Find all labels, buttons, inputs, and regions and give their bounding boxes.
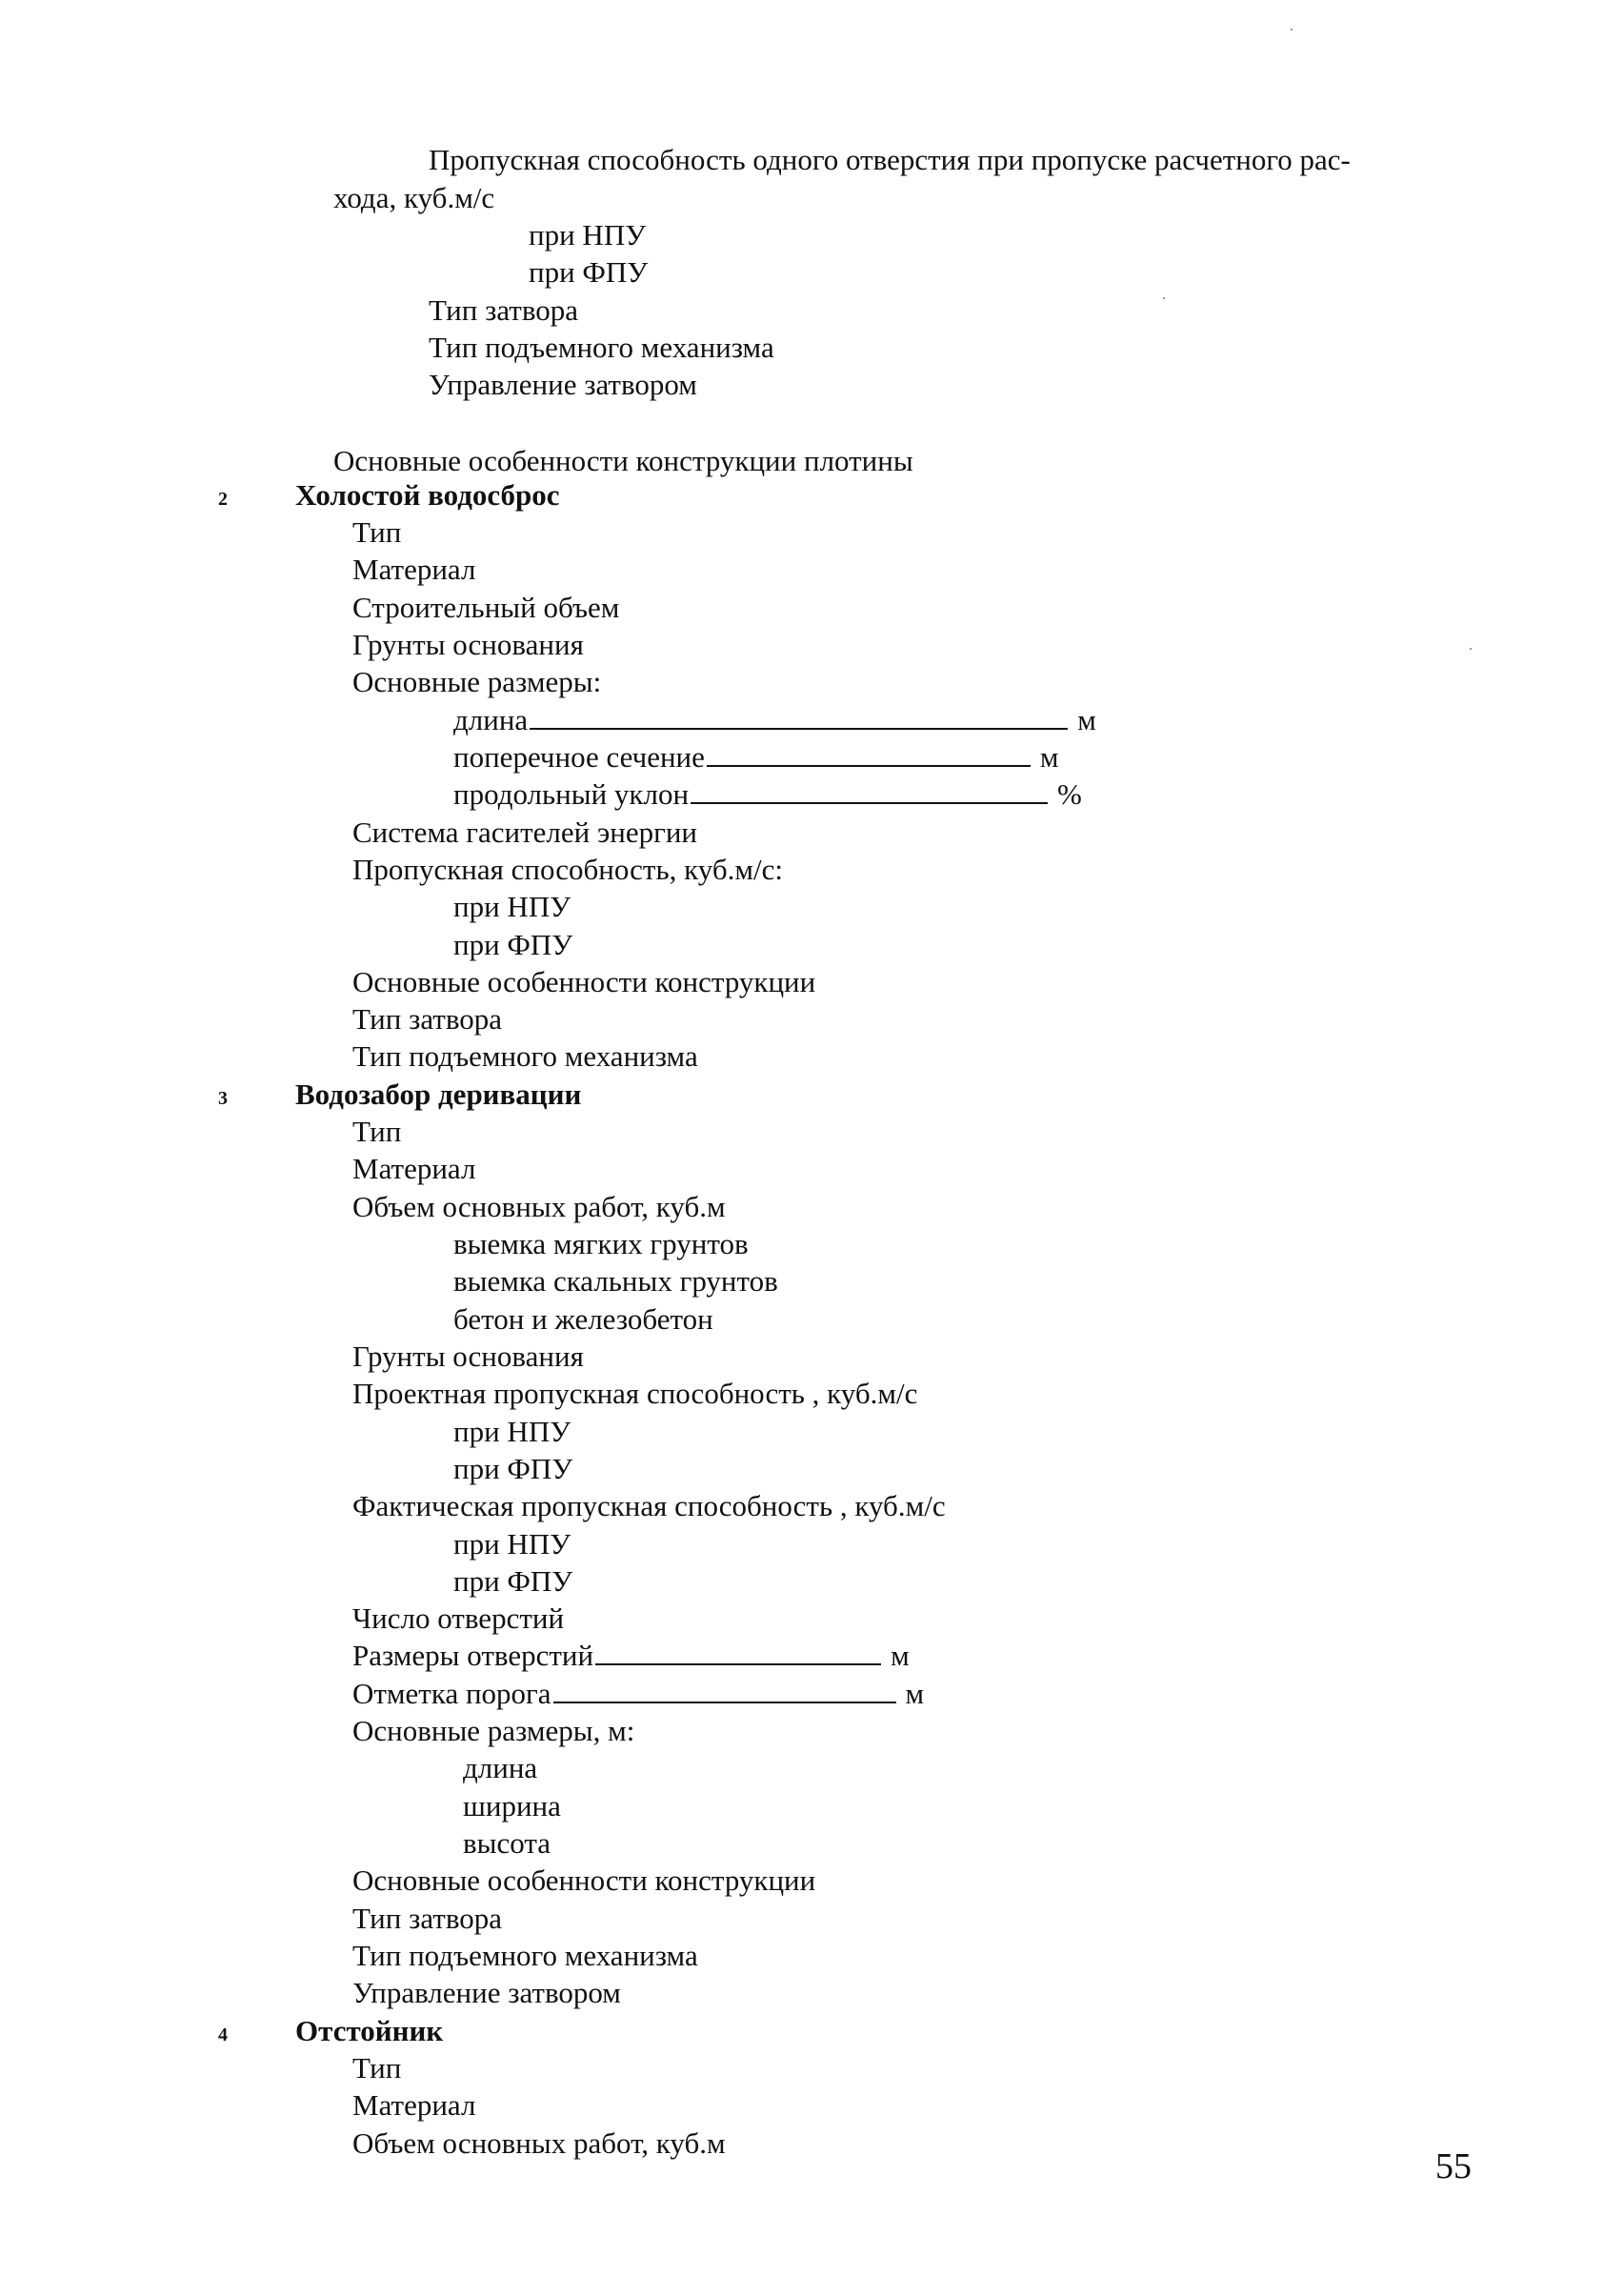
section-title: Отстойник [295,2014,444,2047]
blank-line [553,1681,896,1703]
section-title: Водозабор деривации [295,1078,582,1111]
list-item: высота [463,1826,551,1860]
list-item: Строительный объем [352,591,620,624]
section-number: 4 [218,2024,228,2045]
list-item: при НПУ [453,1527,571,1561]
list-item: Тип [352,2051,402,2085]
list-item: Тип затвора [352,1002,503,1036]
unit-label: м [905,1677,925,1710]
list-item: Система гасителей энергии [352,816,697,849]
list-item: Тип затвора [352,1902,503,1935]
list-item [352,1677,924,1711]
list-item [453,777,1082,812]
list-item: Число отверстий [352,1601,565,1635]
section-number: 3 [218,1088,228,1109]
unit-label: м [891,1639,910,1672]
list-item: Материал [352,2088,476,2122]
list-item: ширина [463,1789,561,1823]
scan-speck [1470,648,1472,650]
text-line: Тип затвора [429,293,579,327]
scan-speck [1291,29,1292,30]
list-item: Материал [352,1152,476,1185]
list-item: Тип подъемного механизма [352,1939,698,1972]
field-label: Отметка порога [352,1677,551,1710]
list-item: выемка скальных грунтов [453,1264,778,1298]
list-item: бетон и железобетон [453,1302,713,1336]
blank-line [595,1642,881,1665]
list-item: Пропускная способность, куб.м/с: [352,853,783,886]
list-item: Управление затвором [352,1976,621,2009]
list-item [453,703,1096,737]
unit-label: % [1057,777,1082,811]
text-line: Пропускная способность одного отверстия при пропуске расчетного рас- [429,143,1351,176]
blank-line [530,707,1068,730]
list-item: Основные размеры, м: [352,1714,635,1747]
section-title: Холостой водосброс [295,478,560,512]
list-item: Объем основных работ, куб.м [352,1190,726,1223]
text-line: Тип подъемного механизма [429,331,774,364]
list-item: длина [463,1751,538,1784]
list-item [453,740,1059,775]
list-item: Материал [352,553,476,586]
list-item: Тип подъемного механизма [352,1039,698,1073]
list-item: Проектная пропускная способность , куб.м/с [352,1377,918,1410]
list-item: Грунты основания [352,628,584,661]
page-number: 55 [1435,2146,1472,2186]
list-item: Тип [352,1115,402,1148]
section-number: 2 [218,489,228,510]
list-item: при ФПУ [453,1452,573,1485]
blank-line [691,781,1048,804]
text-line: при ФПУ [529,255,649,289]
list-item: Грунты основания [352,1339,584,1373]
list-item: Фактическая пропускная способность , куб.м/с [352,1489,946,1522]
unit-label: м [1077,703,1096,736]
scan-speck [1163,297,1165,299]
list-item: выемка мягких грунтов [453,1227,749,1260]
field-label: поперечное сечение [453,740,705,774]
text-line: Управление затвором [429,368,697,401]
list-item [352,1639,910,1673]
blank-line [707,744,1031,767]
list-item: при НПУ [453,1415,571,1448]
list-item: Основные размеры: [352,665,602,698]
text-line: хода, куб.м/с [333,181,495,214]
text-line: при НПУ [529,218,647,252]
list-item: Тип [352,515,402,549]
list-item: при ФПУ [453,928,573,961]
field-label: продольный уклон [453,777,690,811]
field-label: длина [453,703,529,736]
list-item: Основные особенности конструкции [352,1863,816,1897]
list-item: при ФПУ [453,1564,573,1598]
list-item: Основные особенности конструкции [352,965,816,998]
list-item: Объем основных работ, куб.м [352,2126,726,2160]
text-line: Основные особенности конструкции плотины [333,444,913,477]
field-label: Размеры отверстий [352,1639,594,1672]
list-item: при НПУ [453,890,571,923]
unit-label: м [1039,740,1059,774]
